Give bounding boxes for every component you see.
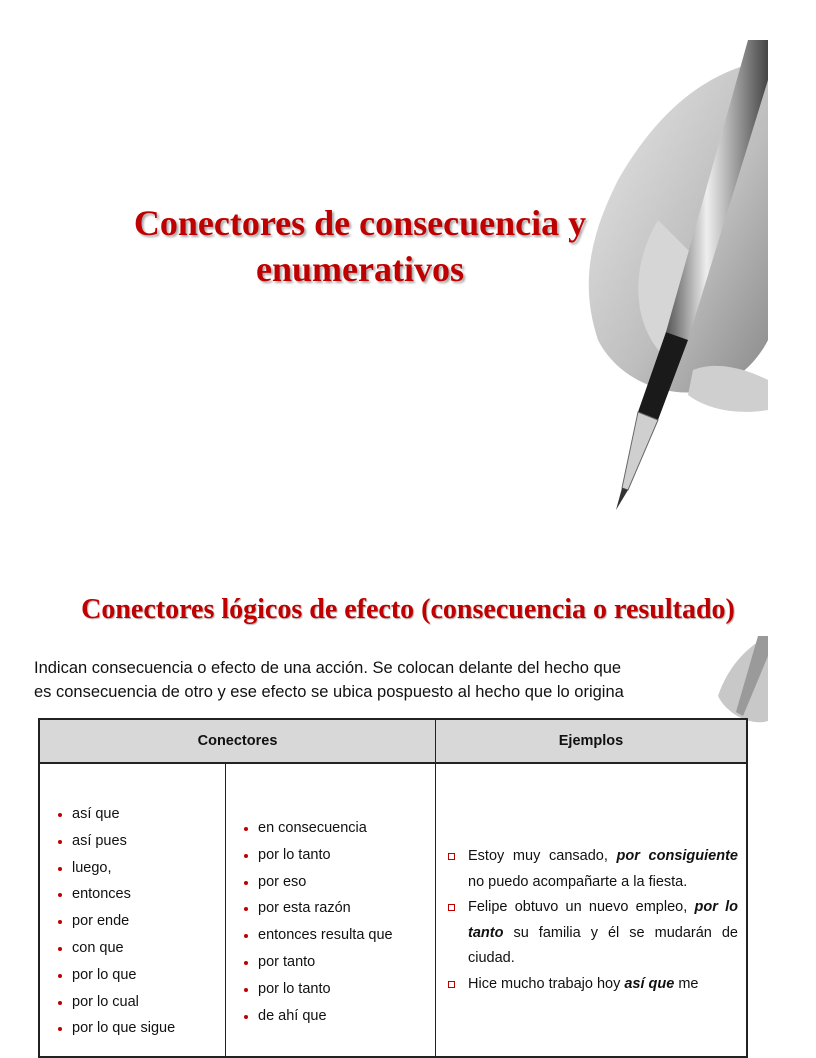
- example-text-before: Hice mucho trabajo hoy: [468, 975, 625, 992]
- connectors-table: [38, 718, 748, 1058]
- example-text-after: me: [674, 975, 699, 992]
- connectors-column-2: [226, 764, 436, 1056]
- list-item: así pues: [56, 828, 175, 855]
- section-title: Conectores lógicos de efecto (consecuencia o resultado): [81, 594, 735, 625]
- examples-list: [446, 844, 738, 997]
- list-item: entonces: [56, 881, 175, 908]
- list-item: por lo que: [56, 962, 175, 989]
- example-connector: así que: [624, 975, 675, 992]
- example-item: [446, 972, 738, 998]
- hand-with-pen-illustration: [708, 636, 768, 726]
- list-item: con que: [56, 935, 175, 962]
- example-item: [446, 844, 738, 895]
- example-text-before: Estoy muy cansado,: [468, 848, 617, 864]
- slide-title-line-1: Conectores de consecuencia y: [133, 203, 587, 243]
- list-item: entonces resulta que: [242, 922, 393, 949]
- connectors-list-1: [56, 801, 175, 1042]
- list-item: por lo tanto: [242, 976, 393, 1003]
- example-text-after: no puedo acompañarte a la fiesta.: [468, 873, 688, 890]
- list-item: en consecuencia: [242, 815, 393, 842]
- list-item: de ahí que: [242, 1003, 393, 1030]
- table-header: [40, 720, 746, 764]
- list-item: por lo cual: [56, 989, 175, 1016]
- slide-title: [60, 200, 660, 292]
- connectors-column-1: [40, 764, 226, 1056]
- list-item: por lo que sigue: [56, 1015, 175, 1042]
- examples-column: [436, 764, 746, 1056]
- example-text-before: Felipe obtuvo un nuevo empleo,: [468, 899, 695, 915]
- list-item: por esta razón: [242, 895, 393, 922]
- list-item: por eso: [242, 869, 393, 896]
- slide-title-line-2: enumerativos: [256, 249, 464, 289]
- example-text-after: su familia y él se mudarán de ciudad.: [468, 924, 738, 966]
- list-item: por tanto: [242, 949, 393, 976]
- header-ejemplos: Ejemplos: [558, 733, 624, 749]
- list-item: luego,: [56, 855, 175, 882]
- list-item: así que: [56, 801, 175, 828]
- example-connector: por consiguiente: [616, 848, 738, 864]
- list-item: por ende: [56, 908, 175, 935]
- intro-line-1: Indican consecuencia o efecto de una acción. Se colocan delante del hecho que: [34, 659, 622, 677]
- header-conectores: Conectores: [40, 720, 436, 762]
- example-item: [446, 895, 738, 972]
- example-connector: por lo tanto: [468, 899, 738, 941]
- intro-line-2: es consecuencia de otro y ese efecto se ubica pospuesto al hecho que lo origina: [34, 683, 624, 701]
- intro-paragraph: [34, 656, 714, 704]
- content-slide: [0, 576, 768, 1037]
- connectors-list-2: [242, 815, 393, 1029]
- list-item: por lo tanto: [242, 842, 393, 869]
